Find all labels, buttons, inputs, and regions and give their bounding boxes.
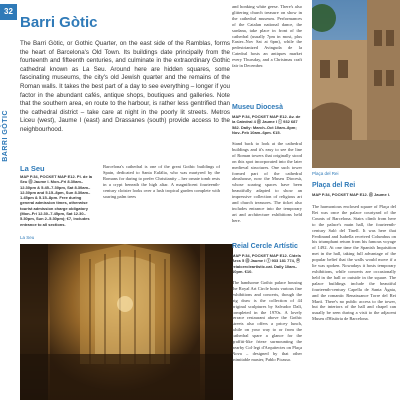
museu-diocesa-body: Stand back to look at the cathedral buildings and it's easy to see the line of Roman towers that originally stood on this spot incorporated into the later medieval structures. One such tower formed part of the cathedral almshouse, now the Museu Diocesà, whose soaring spaces have been beautifully adapted to show an impressive collection of religious art and church treasures. The ticket also includes entrance into the temporary art and architecture exhibitions held here. — [232, 141, 302, 223]
reial-cercle-heading: Reial Cercle Artístic — [232, 243, 298, 250]
la-seu-heading: La Seu — [20, 164, 45, 173]
intro-paragraph: The Barri Gòtic, or Gothic Quarter, on the east side of the Ramblas, forms the heart of Barcelona's Old Town. Its buildings date principally from the fourteenth and fifteenth centuries, and culminate in the extraordinary Gothic cathedral known as La Seu. Around here are hidden squares, some fascinating museums, the city's old Jewish quarter and the remains of the Roman walls. It takes the best part of a day to see everything – longer if you factor in the abundant cafés, antique shops, boutiques and galleries. Note that the southern area, en route to the harbour, is rather less gentrified than the cathedral district – take care at night in the poorly lit streets. Metros Liceu (west), Jaume I (east) and Drassanes (south) provide access to the neighbourhood. — [20, 40, 230, 133]
placa-del-rei-heading: Plaça del Rei — [312, 182, 356, 189]
museu-diocesa-info: MAP P.34, POCKET MAP E12. Av. de la Catedral 4 ⓜ Jaume I ⓣ 932 687 582. Daily: March–Oct 10am–8pm; Nov–Feb 10am–6pm. €15. — [232, 114, 301, 135]
reial-cercle-body: The handsome Gothic palace housing the Royal Art Circle hosts various fine exhibitions and concerts, though the big draw is the collection of 44 original sculptures by Salvador Dalí, completed in the 1970s. A lovely terrace restaurant above the Gothic streets also offers a pricey lunch, while on your way to or from the cathedral spare a glance for the graffiti-like frieze surmounting the nearby Col·legi d'Arquitectes on Plaça Nova – designed by that other inimitable master, Pablo Picasso. — [232, 280, 302, 362]
reial-cercle-info: MAP P.34, POCKET MAP E12. C/dels Arcs 5 ⓜ Jaume I ⓣ 933 181 774, ⓦ reialcercleartistic.cat. Daily 10am–10pm. €10. — [232, 253, 301, 274]
placa-del-rei-photo-caption: Plaça del Rei — [312, 171, 339, 176]
la-seu-photo-caption: La Seu — [20, 235, 35, 240]
museu-diocesa-heading: Museu Diocesà — [232, 104, 283, 111]
la-seu-body: Barcelona's cathedral is one of the great Gothic buildings of Spain, dedicated to Santa Eulàlia, who was martyred by the Romans for daring to prefer Christianity – her ornate tomb rests in a crypt beneath the high altar. A magnificent fourteenth-century cloister looks over a lush tropical garden complete with soaring palm trees — [103, 164, 220, 199]
la-seu-body-continued: and honking white geese. There's also glittering church treasure on show in the cathedral museum. Performances of the Catalan national dance, the sardana, take place in front of the cathedral (usually 7pm in most, plus Easter–Nov Sat at 6pm), while the pedestrianized Avinguda de la Catedral hosts an antiques market every Thursday, and a Christmas craft fair in December. — [232, 4, 302, 69]
page-number: 32 — [0, 4, 17, 20]
placa-del-rei-info: MAP P.34, POCKET MAP E12. ⓜ Jaume I. — [312, 192, 391, 197]
page-sidebar — [0, 0, 17, 400]
placa-del-rei-body: The harmonious enclosed square of Plaça del Rei was once the palace courtyard of the Counts of Barcelona. Stairs climb from here to the palace's main hall, the fourteenth-century Saló del Tinell. It was here that Ferdinand and Isabella received Columbus on his triumphant return from his famous voyage of 1492. At one time the Spanish Inquisition met in the hall, taking full advantage of the popular belief that the walls would move if a lie was spoken. Nowadays it hosts temporary exhibitions, while concerts are occasionally held in the hall or outside in the square. The palace buildings include the beautiful fourteenth-century Capella de Santa Àgata, and the romantic Renaissance Torre del Rei Martí. There's no public access to the tower, but the interiors of the hall and chapel can usually be seen during a visit to the adjacent Museu d'Història de Barcelona. — [312, 204, 396, 322]
placa-del-rei-photo — [312, 0, 400, 168]
la-seu-photo — [20, 244, 233, 400]
page-title: Barri Gòtic — [20, 14, 98, 31]
la-seu-info: MAP P.34, POCKET MAP E12. Pl. de la Seu ⓜ Jaume I. Mon–Fri 8.30am–12.30pm & 5.45–7.30pm, Sat 8.30am–12.30pm and 5.15–8pm, Sun 8.30am–1.45pm & 5.15–8pm. Free during general admission times, otherwise tourist admission charge obligatory (Mon–Fri 12.30–7.45pm, Sat 12.30–5.30pm, Sun 2–5.30pm); €7, includes entrance to all sections. — [20, 174, 93, 227]
section-side-label: BARRI GÒTIC — [2, 110, 9, 162]
